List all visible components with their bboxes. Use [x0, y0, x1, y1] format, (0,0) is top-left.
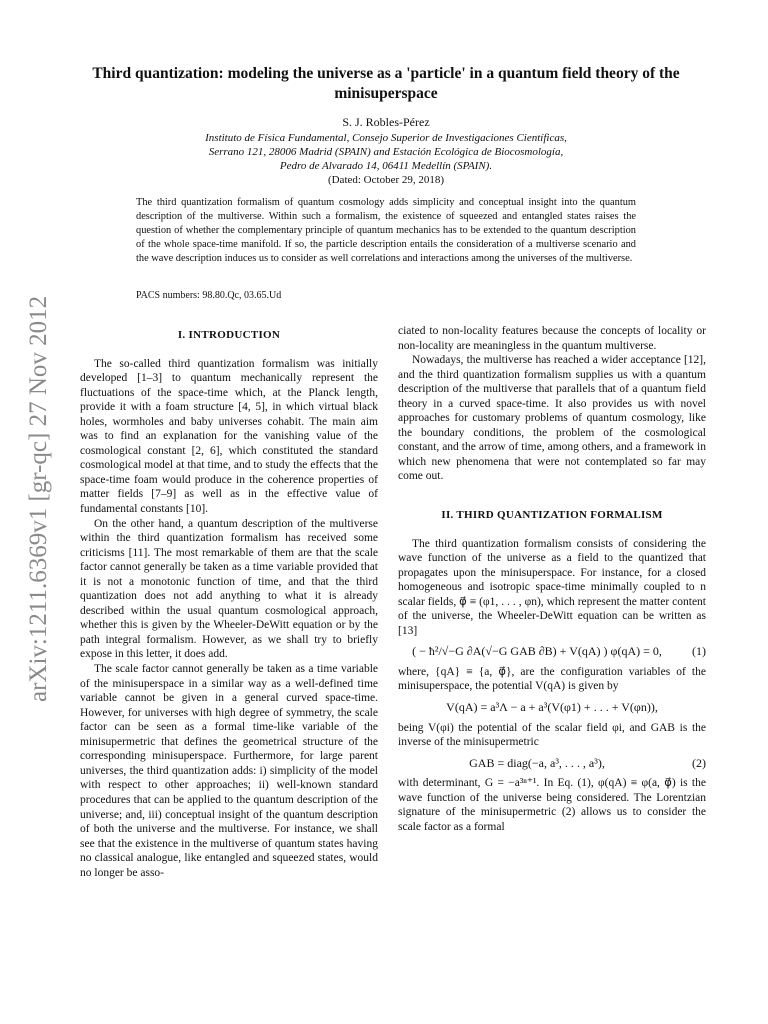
paragraph: ciated to non-locality features because the concepts of locality or non-locality are meaningless in the quantum multiverse.: [398, 325, 706, 352]
equation-number: (2): [692, 755, 706, 770]
affiliation-line: Serrano 121, 28006 Madrid (SPAIN) and Estación Ecológica de Biocosmología,: [208, 146, 564, 158]
equation-body: GAB = diag(−a, a³, . . . , a³),: [469, 755, 605, 770]
abstract: The third quantization formalism of quantum cosmology adds simplicity and conceptual insight into the quantum description of the multiverse. Within such a formalism, the existence of squeezed and entangled states raises the question of whether the complementary principle of quantum mechanics has to be extended to the quantum description of the whole space-time manifold. If so, the particle description entails the consideration of a multiverse scenario and the wave description induces us to consider as well correlations and interactions among the universes of the multiverse.: [136, 197, 636, 264]
pacs-numbers: PACS numbers: 98.80.Qc, 03.65.Ud: [136, 290, 282, 301]
right-column: [398, 324, 706, 834]
left-column: [80, 324, 378, 880]
author: S. J. Robles-Pérez: [342, 115, 430, 129]
paragraph: On the other hand, a quantum description of the multiverse within the third quantization formalism has received some criticisms [11]. The most remarkable of them are that the scale factor cannot generally be taken as a time variable provided that it is not a monotonic function of time, and that the third quantization does not add anything to what it is already described within the usual quantum cosmological approach, whether this is given by the Wheeler-DeWitt equation or by the path integral formalism. However, as we shall try to briefly expose in this letter, it does add.: [80, 517, 378, 661]
equation-potential: [398, 700, 706, 715]
equation-body: ( − ħ²/√−G ∂A(√−G GAB ∂B) + V(qA) ) φ(qA) = 0,: [412, 644, 662, 659]
arxiv-identifier-text: arXiv:1211.6369v1 [gr-qc] 27 Nov 2012: [25, 295, 52, 702]
paragraph: The third quantization formalism consists of considering the wave function of the universe as a field to the quantized that propagates upon the minisuperspace. For instance, for a closed homogeneous and isotropic space-time minimally coupled to n scalar fields, φ⃗ ≡ (φ1, . . . , φn), which represent the matter content of the universe, the Wheeler-DeWitt equation can be written as [13]: [398, 537, 706, 637]
affiliation-line: Instituto de Física Fundamental, Consejo Superior de Investigaciones Científicas,: [205, 132, 567, 144]
paragraph: where, {qA} ≡ {a, φ⃗}, are the configuration variables of the minisuperspace, the potential V(qA) is given by: [398, 665, 706, 693]
paper-title: Third quantization: modeling the universe as a 'particle' in a quantum field theory of the minisuperspace: [92, 65, 680, 102]
equation-1: [398, 644, 706, 659]
equation-body: V(qA) = a³Λ − a + a³(V(φ1) + . . . + V(φn)),: [446, 700, 658, 715]
affiliation: [60, 131, 712, 187]
arxiv-identifier: [4, 250, 64, 710]
paragraph: being V(φi) the potential of the scalar field φi, and GAB is the inverse of the minisupermetric: [398, 721, 706, 749]
dated: (Dated: October 29, 2018): [327, 174, 445, 186]
paragraph: The scale factor cannot generally be taken as a time variable of the minisuperspace in a similar way as a well-defined time variable cannot be given in a general curved space-time. However, for universes with high degree of symmetry, the scale factor can be seen as a formal time-like variable of the minisupermetric that defines the geometrical structure of the corresponding minisuperspace. Furthermore, for large parent universes, the third quantization adds: i) simplicity of the model with respect to other approaches; ii) well-known standard procedures that can be applied to the quantum description of the universe; and, iii) conceptual insight of the quantum description of both the universe and the multiverse. For instance, we shall see that the existence in the multiverse of quantum states having no classical analogue, like entangled and squeezed states, would no longer be asso-: [80, 663, 378, 879]
paragraph: Nowadays, the multiverse has reached a wider acceptance [12], and the third quantization formalism supplies us with a quantum description of the multiverse that parallels that of a quantum field theory in a curved space-time. It also provides us with novel approaches for customary problems of quantum cosmology, like the boundary conditions, the problem of the cosmological constant, and the arrow of time, among others, and a framework in which new phenomena that were not contemplated so far may come out.: [398, 354, 706, 483]
affiliation-line: Pedro de Alvarado 14, 06411 Medellín (SPAIN).: [279, 160, 493, 172]
paragraph: The so-called third quantization formalism was initially developed [1–3] to quantum mechanically represent the fluctuations of the space-time which, at the Planck length, provide it with a foam structure [4, 5], in which virtual black holes, wormholes and baby universes cohabit. The main aim was to find an explanation for the vanishing value of the cosmological constant [2, 6], which constituted the standard cosmological model at that time, and to study the effects that the space-time foam would produce in the coherence properties of matter fields [7–9] as well as in the effective value of fundamental constants [10].: [80, 357, 378, 516]
equation-2: [398, 756, 706, 771]
section-heading-introduction: I. INTRODUCTION: [177, 329, 281, 341]
paragraph: with determinant, G = −a³ⁿ⁺¹. In Eq. (1), φ(qA) ≡ φ(a, φ⃗) is the wave function of the universe being considered. The Lorentzian signature of the minisupermetric (2) allows us to consider the scale factor as a formal: [398, 777, 706, 833]
section-heading-formalism: II. THIRD QUANTIZATION FORMALISM: [441, 509, 663, 522]
equation-number: (1): [692, 644, 706, 659]
